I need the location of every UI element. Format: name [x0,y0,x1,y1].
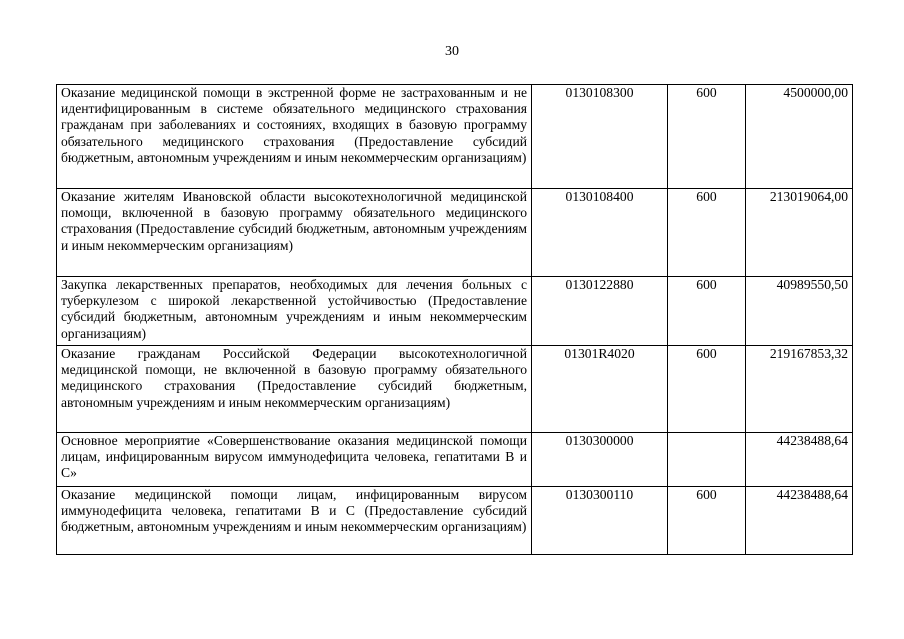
row-sum-cell: 44238488,64 [746,433,853,487]
row-sum-cell: 44238488,64 [746,487,853,555]
budget-table [56,84,853,555]
row-sum-cell: 4500000,00 [746,85,853,189]
row-code-cell: 0130108400 [532,189,668,277]
table-row [57,85,853,189]
row-vr-cell: 600 [668,346,746,433]
table-row [57,346,853,433]
table-row [57,277,853,346]
row-code-cell: 0130108300 [532,85,668,189]
row-name-cell: Оказание гражданам Российской Федерации высокотехнологичной медицинской помощи, не включенной в базовую программу обязательного медицинского страхования (Предоставление субсидий бюджетным, автономным учреждениям и иным некоммерческим организациям) [57,346,532,433]
row-sum-cell: 213019064,00 [746,189,853,277]
table-row [57,487,853,555]
row-name-cell: Оказание медицинской помощи лицам, инфицированным вирусом иммунодефицита человека, гепатитами B и C (Предоставление субсидий бюджетным, автономным учреждениям и иным некоммерческим организациям) [57,487,532,555]
row-vr-cell: 600 [668,189,746,277]
row-name-cell: Закупка лекарственных препаратов, необходимых для лечения больных с туберкулезом с широкой лекарственной устойчивостью (Предоставление субсидий бюджетным, автономным учреждениям и иным некоммерческим организациям) [57,277,532,346]
row-sum-cell: 40989550,50 [746,277,853,346]
row-name-cell: Оказание медицинской помощи в экстренной форме не застрахованным и не идентифицированным в системе обязательного медицинского страхования гражданам при заболеваниях и состояниях, входящих в базовую программу обязательного медицинского страхования (Предоставление субсидий бюджетным, автономным учреждениям и иным некоммерческим организациям) [57,85,532,189]
row-sum-cell: 219167853,32 [746,346,853,433]
table-row [57,433,853,487]
row-vr-cell [668,433,746,487]
row-vr-cell: 600 [668,487,746,555]
row-name-cell: Оказание жителям Ивановской области высокотехнологичной медицинской помощи, включенной в базовую программу обязательного медицинского страхования (Предоставление субсидий бюджетным, автономным учреждениям и иным некоммерческим организациям) [57,189,532,277]
row-name-cell: Основное мероприятие «Совершенствование оказания медицинской помощи лицам, инфицированным вирусом иммунодефицита человека, гепатитами B и C» [57,433,532,487]
table-row [57,189,853,277]
row-code-cell: 01301R4020 [532,346,668,433]
page-number: 30 [445,44,459,59]
row-vr-cell: 600 [668,277,746,346]
row-code-cell: 0130300000 [532,433,668,487]
row-code-cell: 0130122880 [532,277,668,346]
row-code-cell: 0130300110 [532,487,668,555]
row-vr-cell: 600 [668,85,746,189]
